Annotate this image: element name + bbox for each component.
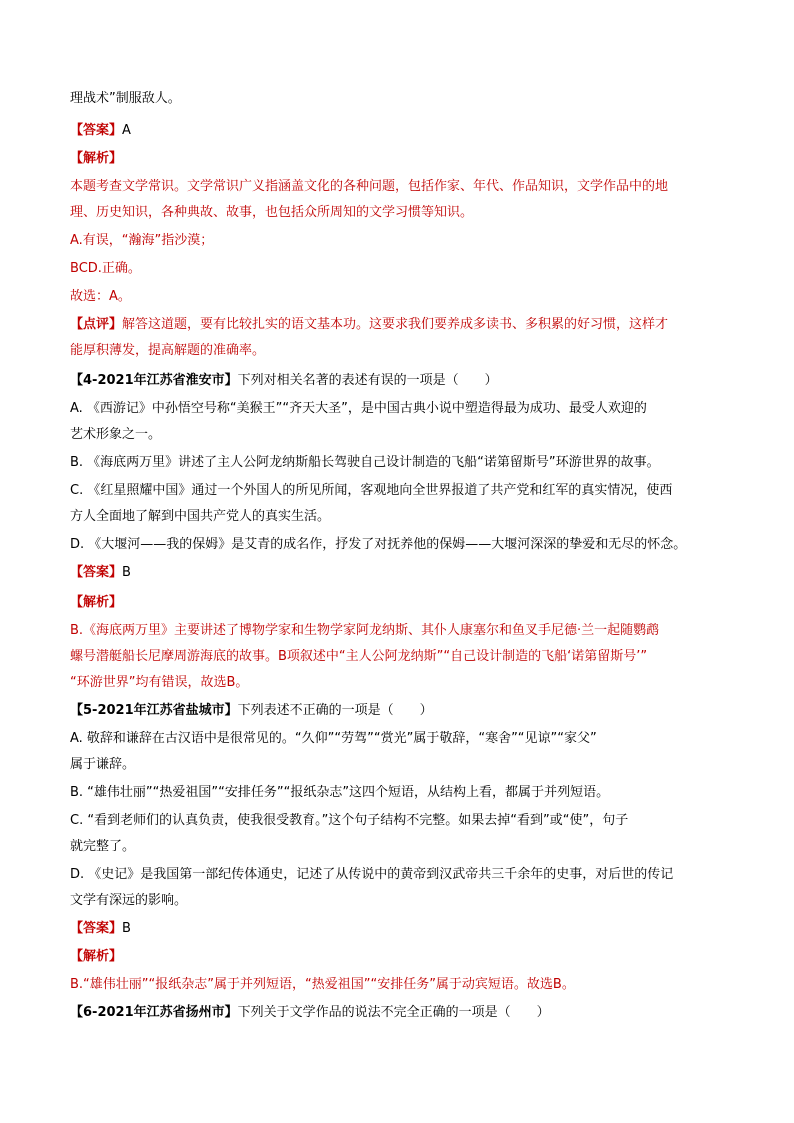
analysis-tag: 【解析】 <box>70 151 123 166</box>
question-5-header <box>70 702 433 720</box>
answer-line <box>70 920 131 938</box>
analysis-tag: 【解析】 <box>70 949 123 964</box>
answer-tag: 【答案】 <box>70 565 123 580</box>
option-b: B. “雄伟壮丽”“热爱祖国”“安排任务”“报纸杂志”这四个短语，从结构上看，都属于并列短语。 <box>70 785 610 800</box>
question-tag: 【5-2021年江苏省盐城市】 <box>70 703 238 718</box>
analysis-line: B.《海底两万里》主要讲述了博物学家和生物学家阿龙纳斯、其仆人康塞尔和鱼叉手尼德·兰一起随鹦鹉 <box>70 623 660 638</box>
analysis-tag: 【解析】 <box>70 595 123 610</box>
answer-value: B <box>122 565 131 580</box>
analysis-line: “环游世界”均有错误，故选B。 <box>70 675 249 690</box>
question-tag: 【6-2021年江苏省扬州市】 <box>70 1005 238 1020</box>
question-6-header <box>70 1004 550 1022</box>
comment-tag: 【点评】 <box>70 317 123 332</box>
analysis-line: B.“雄伟壮丽”“报纸杂志”属于并列短语，“热爱祖国”“安排任务”属于动宾短语。故选B。 <box>70 977 575 992</box>
question-tag: 【4-2021年江苏省淮安市】 <box>70 373 238 388</box>
analysis-line: 理、历史知识，各种典故、故事，也包括众所周知的文学习惯等知识。 <box>70 205 474 220</box>
analysis-line: A.有误，“瀚海”指沙漠； <box>70 233 214 248</box>
option-d: D. 《史记》是我国第一部纪传体通史，记述了从传说中的黄帝到汉武帝共三千余年的史事，对后世的传记 <box>70 867 674 882</box>
option-a-cont: 属于谦辞。 <box>70 757 136 772</box>
analysis-line: 本题考查文学常识。文学常识广义指涵盖文化的各种问题，包括作家、年代、作品知识，文学作品中的地 <box>70 179 669 194</box>
comment-line: 能厚积薄发，提高解题的准确率。 <box>70 343 266 358</box>
option-a: A. 《西游记》中孙悟空号称“美猴王”“齐天大圣”，是中国古典小说中塑造得最为成功、最受人欢迎的 <box>70 401 647 416</box>
question-4-header <box>70 372 498 390</box>
option-d: D. 《大堰河——我的保姆》是艾青的成名作，抒发了对抚养他的保姆——大堰河深深的挚爱和无尽的怀念。 <box>70 537 687 552</box>
answer-tag: 【答案】 <box>70 123 123 138</box>
analysis-line: 螺号潜艇船长尼摩周游海底的故事。B项叙述中“主人公阿龙纳斯”“自己设计制造的飞船‘诺第留斯号’” <box>70 649 648 664</box>
comment-line <box>70 316 668 334</box>
comment-text: 解答这道题，要有比较扎实的语文基本功。这要求我们要养成多读书、多积累的好习惯，这样才 <box>122 317 669 332</box>
analysis-line: BCD.正确。 <box>70 261 141 276</box>
question-text: 下列对相关名著的表述有误的一项是（ ） <box>237 373 498 388</box>
option-c-cont: 方人全面地了解到中国共产党人的真实生活。 <box>70 509 331 524</box>
answer-value: A <box>122 123 131 138</box>
analysis-line: 故选：A。 <box>70 289 131 304</box>
option-c: C. “看到老师们的认真负责，使我很受教育。”这个句子结构不完整。如果去掉“看到”或“使”，句子 <box>70 813 629 828</box>
question-text: 下列关于文学作品的说法不完全正确的一项是（ ） <box>237 1005 550 1020</box>
answer-line <box>70 564 131 582</box>
question-text: 下列表述不正确的一项是（ ） <box>237 703 433 718</box>
option-c-cont: 就完整了。 <box>70 839 136 854</box>
option-c: C. 《红星照耀中国》通过一个外国人的所见所闻，客观地向全世界报道了共产党和红军的真实情况，使西 <box>70 483 673 498</box>
answer-tag: 【答案】 <box>70 921 123 936</box>
answer-line <box>70 122 131 140</box>
answer-value: B <box>122 921 131 936</box>
option-b: B. 《海底两万里》讲述了主人公阿龙纳斯船长驾驶自己设计制造的飞船“诺第留斯号”环游世界的故事。 <box>70 455 660 470</box>
text-line: 理战术”制服敌人。 <box>70 91 181 106</box>
option-d-cont: 文学有深远的影响。 <box>70 893 188 908</box>
option-a: A. 敬辞和谦辞在古汉语中是很常见的。“久仰”“劳驾”“赏光”属于敬辞，“寒舍”“见谅”“家父” <box>70 731 597 746</box>
option-a-cont: 艺术形象之一。 <box>70 427 162 442</box>
